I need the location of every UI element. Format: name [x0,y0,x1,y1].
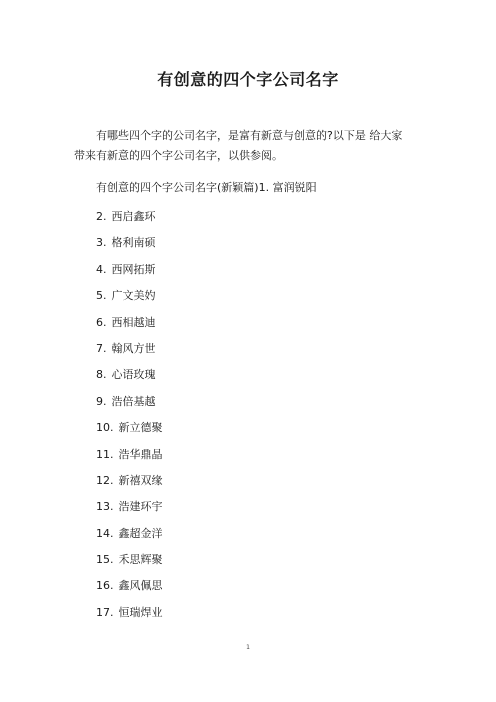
list-item: 13. 浩建环宇 [96,500,163,514]
intro-text-1: 有哪些四个字的公司名字，是富有新意与创意的?以下是 给大家 [96,129,403,142]
list-item: 12. 新禧双缘 [96,473,163,487]
list-item: 3. 格利南硕 [96,236,156,250]
list-item: 16. 鑫风佩思 [96,579,163,593]
intro-line-2: 带来有新意的四个字公司名字，以供参阅。 [74,149,283,162]
list-item: 7. 翰风方世 [96,341,156,355]
list-item: 9. 浩倍基越 [96,394,156,408]
intro-paragraph [74,126,426,166]
name-list [96,204,163,626]
list-item: 8. 心语玫瑰 [96,368,156,382]
list-item: 11. 浩华鼎晶 [96,447,163,461]
intro-line-1 [74,126,426,146]
document-title: 有创意的四个字公司名字 [157,70,339,89]
list-item: 17. 恒瑞焊业 [96,605,163,619]
list-item: 4. 西网拓斯 [96,262,156,276]
list-item: 6. 西相越迪 [96,315,156,329]
list-item: 2. 西启鑫环 [96,210,156,223]
list-item: 10. 新立德聚 [96,421,163,435]
list-item: 15. 禾思辉聚 [96,553,163,567]
list-heading: 有创意的四个字公司名字(新颖篇)1. 富润锐阳 [96,181,317,194]
list-item: 5. 广文美妁 [96,289,156,303]
list-item: 14. 鑫超金洋 [96,526,163,540]
page-number: 1 [246,644,250,651]
